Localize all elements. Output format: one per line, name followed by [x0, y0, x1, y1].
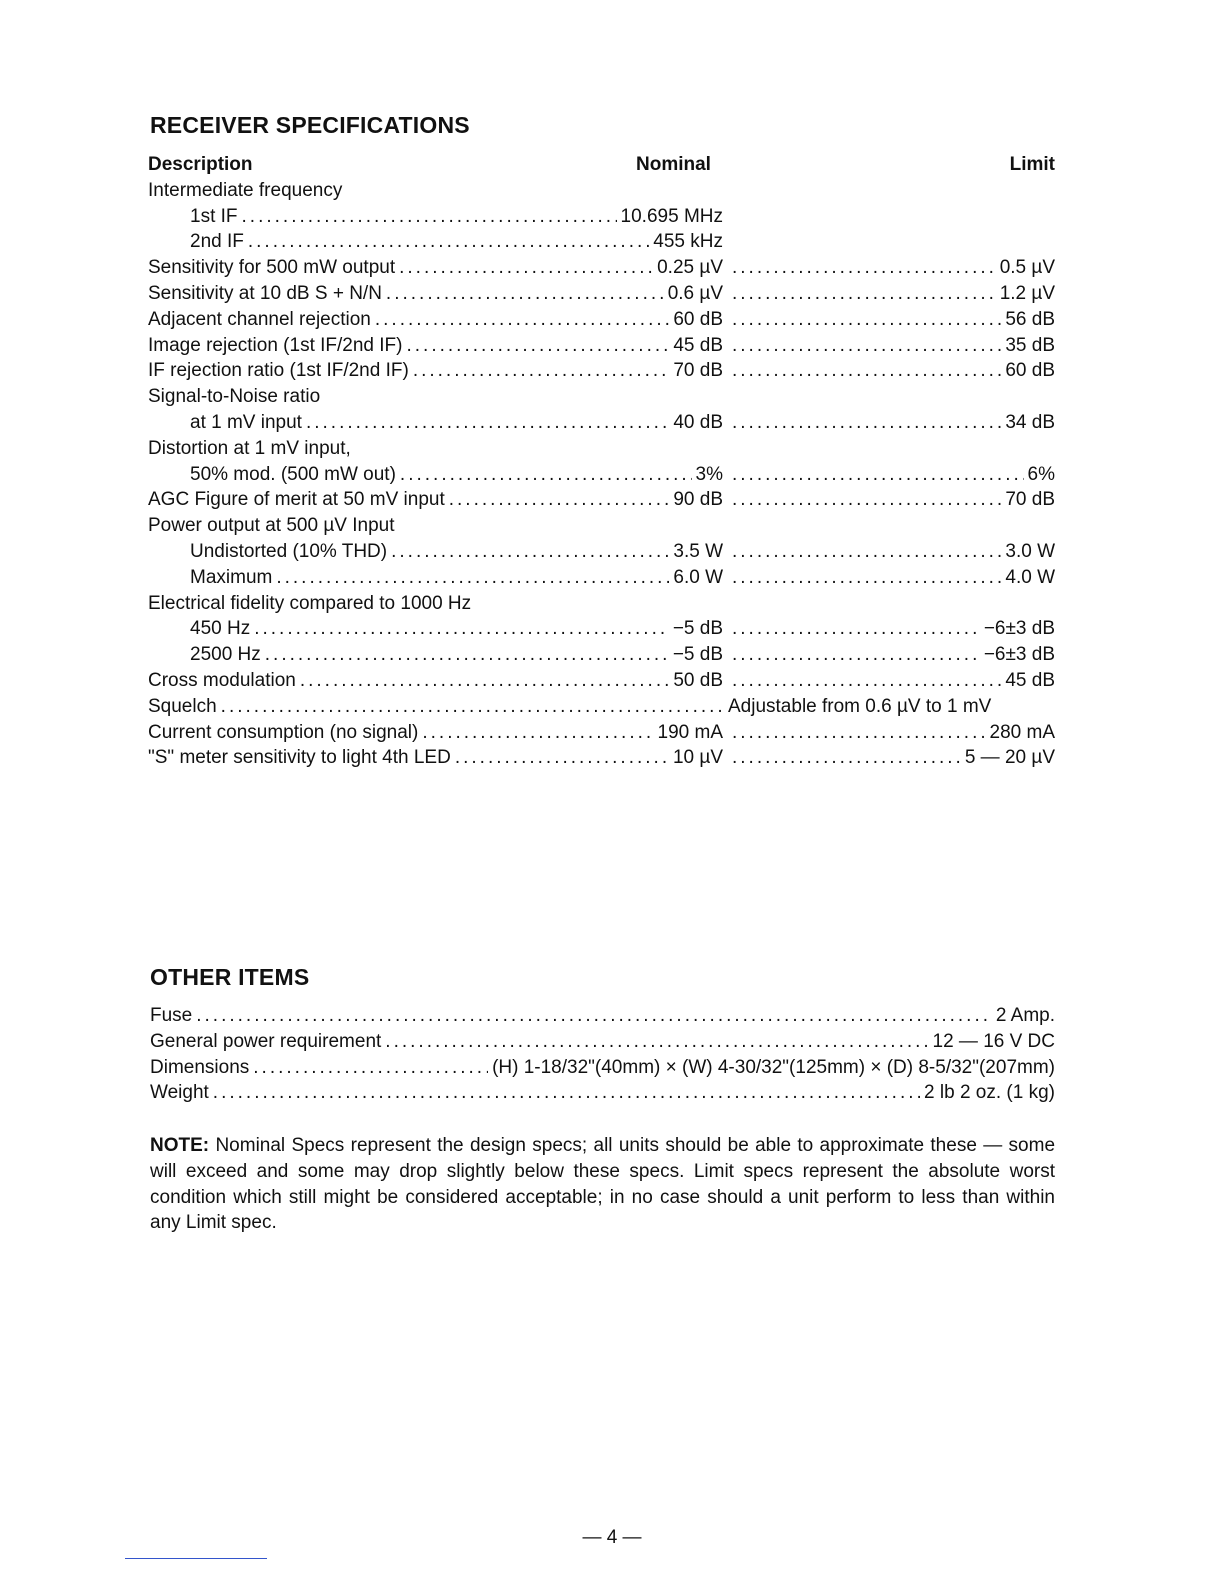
spec-limit: −6±3 dB — [983, 618, 1055, 640]
other-item-label: General power requirement — [150, 1030, 382, 1052]
limit-column-header: Limit — [1009, 154, 1055, 175]
receiver-spec-table — [148, 152, 1055, 771]
spec-row — [148, 720, 1055, 746]
spec-label: Squelch — [148, 695, 217, 717]
spec-label: 450 Hz — [190, 618, 251, 640]
spec-limit: 70 dB — [1005, 489, 1055, 511]
spec-label: Adjacent channel rejection — [148, 308, 371, 330]
spec-label: 2nd IF — [190, 231, 244, 253]
spec-label: IF rejection ratio (1st IF/2nd IF) — [148, 360, 409, 382]
spec-label: Undistorted (10% THD) — [190, 540, 388, 562]
spec-limit: −6±3 dB — [983, 644, 1055, 666]
other-item-row — [150, 1029, 1055, 1055]
spec-limit: 45 dB — [1005, 669, 1055, 691]
spec-label: AGC Figure of merit at 50 mV input — [148, 489, 445, 511]
other-item-row — [150, 1003, 1055, 1029]
spec-row — [148, 229, 1055, 255]
spec-label: Image rejection (1st IF/2nd IF) — [148, 334, 403, 356]
other-item-value: 2 Amp. — [995, 1005, 1055, 1026]
spec-group-row — [148, 436, 1055, 462]
other-item-value: 2 lb 2 oz. (1 kg) — [924, 1082, 1055, 1104]
spec-nominal: 50 dB — [673, 669, 723, 691]
spec-limit: 5 — 20 µV — [964, 747, 1055, 769]
spec-label: Signal-to-Noise ratio — [148, 386, 321, 408]
other-item-value: 12 — 16 V DC — [932, 1030, 1055, 1052]
spec-row — [148, 281, 1055, 307]
spec-nominal: 190 mA — [657, 721, 723, 743]
spec-label: 2500 Hz — [190, 644, 261, 666]
spec-limit: 0.5 µV — [999, 257, 1055, 279]
spec-nominal: 40 dB — [673, 411, 723, 433]
spec-row — [148, 539, 1055, 565]
spec-label: Distortion at 1 mV input, — [148, 437, 351, 459]
spec-row — [148, 255, 1055, 281]
spec-nominal: 60 dB — [673, 308, 723, 330]
other-items-table — [150, 1003, 1055, 1106]
spec-nominal: 6.0 W — [673, 566, 723, 588]
spec-table-header — [148, 152, 1055, 178]
spec-limit: 280 mA — [989, 721, 1055, 743]
spec-group-row — [148, 591, 1055, 617]
spec-row-squelch — [148, 694, 1055, 720]
spec-label: Sensitivity at 10 dB S + N/N — [148, 282, 382, 304]
spec-limit: 1.2 µV — [999, 282, 1055, 304]
receiver-specs-heading: RECEIVER SPECIFICATIONS — [150, 112, 470, 138]
spec-limit: 3.0 W — [1005, 540, 1055, 562]
note-paragraph — [150, 1133, 1055, 1236]
spec-label: 1st IF — [190, 205, 238, 227]
spec-nominal: 455 kHz — [653, 231, 723, 253]
spec-label: Cross modulation — [148, 669, 296, 691]
spec-limit: 4.0 W — [1005, 566, 1055, 588]
spec-row — [148, 668, 1055, 694]
description-column-header: Description — [148, 154, 253, 175]
spec-nominal: 10.695 MHz — [620, 205, 723, 227]
other-item-value: (H) 1-18/32"(40mm) × (W) 4-30/32"(125mm) × (D) 8-5/32"(207mm) — [492, 1056, 1055, 1078]
spec-label: Electrical fidelity compared to 1000 Hz — [148, 592, 472, 614]
spec-limit: 6% — [1027, 463, 1055, 485]
other-item-label: Weight — [150, 1082, 209, 1104]
spec-group-row — [148, 384, 1055, 410]
other-item-label: Dimensions — [150, 1056, 250, 1078]
note-text: Nominal Specs represent the design specs; all units should be able to approximate these — some will exceed and some may drop slightly below these specs. Limit specs represent the absolute worst condition which still might be considered acceptable; in no case should a unit perform to less than within any Limit spec. — [150, 1135, 1056, 1234]
other-item-row — [150, 1080, 1055, 1106]
spec-row — [148, 487, 1055, 513]
spec-nominal: 3% — [695, 463, 723, 485]
spec-label: Current consumption (no signal) — [148, 721, 419, 743]
nominal-column-header: Nominal — [636, 154, 711, 175]
other-item-row — [150, 1055, 1055, 1081]
spec-limit: 35 dB — [1005, 334, 1055, 356]
spec-row — [148, 307, 1055, 333]
spec-nominal: 10 µV — [672, 747, 723, 769]
spec-row — [148, 333, 1055, 359]
spec-row — [148, 616, 1055, 642]
spec-nominal: 70 dB — [673, 360, 723, 382]
spec-nominal: −5 dB — [672, 618, 723, 640]
spec-row — [148, 204, 1055, 230]
spec-nominal: −5 dB — [672, 644, 723, 666]
spec-label: at 1 mV input — [190, 411, 302, 433]
spec-row — [148, 358, 1055, 384]
spec-limit: 56 dB — [1005, 308, 1055, 330]
squelch-value: Adjustable from 0.6 µV to 1 mV — [728, 695, 992, 717]
page-number: — 4 — — [582, 1527, 642, 1548]
spec-row — [148, 642, 1055, 668]
footer-divider — [125, 1558, 267, 1559]
spec-row — [148, 745, 1055, 771]
spec-label: Power output at 500 µV Input — [148, 515, 395, 537]
spec-row — [148, 462, 1055, 488]
spec-nominal: 45 dB — [673, 334, 723, 356]
spec-row — [148, 410, 1055, 436]
spec-label: 50% mod. (500 mW out) — [190, 463, 396, 485]
spec-row — [148, 565, 1055, 591]
spec-group-row — [148, 513, 1055, 539]
other-items-heading: OTHER ITEMS — [150, 964, 310, 990]
spec-nominal: 0.25 µV — [657, 257, 723, 279]
spec-limit: 34 dB — [1005, 411, 1055, 433]
spec-label: Intermediate frequency — [148, 179, 343, 201]
note-label: NOTE: — [150, 1135, 210, 1156]
spec-label: Maximum — [190, 566, 273, 588]
spec-label: "S" meter sensitivity to light 4th LED — [148, 747, 451, 769]
spec-nominal: 0.6 µV — [667, 282, 723, 304]
spec-group-row — [148, 178, 1055, 204]
spec-label: Sensitivity for 500 mW output — [148, 257, 396, 279]
spec-nominal: 90 dB — [673, 489, 723, 511]
spec-limit: 60 dB — [1005, 360, 1055, 382]
spec-nominal: 3.5 W — [673, 540, 723, 562]
other-item-label: Fuse — [150, 1005, 193, 1026]
